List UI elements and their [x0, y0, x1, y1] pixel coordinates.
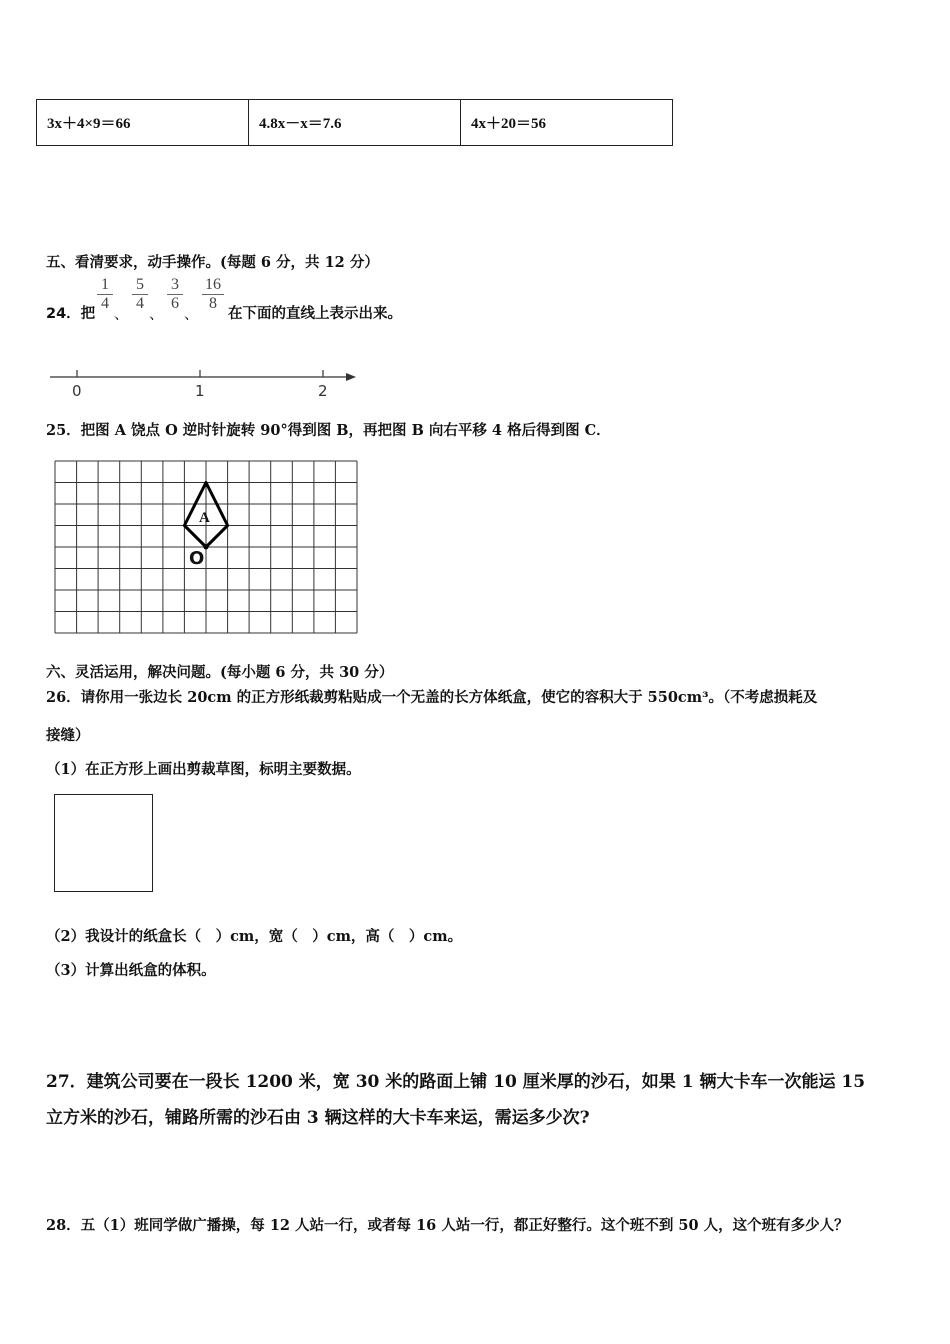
figure-a-label: A [199, 510, 210, 526]
q24-tail: 在下面的直线上表示出来。 [228, 305, 402, 322]
q26-line1: 26．请你用一张边长 20cm 的正方形纸裁剪粘贴成一个无盖的长方体纸盒，使它的容积大于 550cm³。（不考虑损耗及 [46, 689, 818, 706]
q25-text: 25．把图 A 饶点 O 逆时针旋转 90°得到图 B，再把图 B 向右平移 4 格后得到图 C． [46, 422, 611, 439]
tick-label: 0 [72, 382, 82, 400]
equation-cell: 4x＋20＝56 [461, 100, 673, 146]
fraction-numerator: 3 [171, 276, 179, 293]
fraction-separator: 、 [114, 307, 129, 323]
fraction-numerator: 16 [205, 276, 221, 293]
grid-figure [52, 458, 360, 638]
q26-line2: 接缝） [46, 727, 90, 744]
fraction-denominator: 4 [97, 294, 113, 313]
fraction-denominator: 6 [167, 294, 183, 313]
fraction-denominator: 8 [202, 294, 224, 313]
fraction-denominator: 4 [132, 294, 148, 313]
pivot-o-label: O [189, 548, 205, 569]
equation-cell: 3x＋4×9＝66 [37, 100, 249, 146]
q27-line1: 27．建筑公司要在一段长 1200 米，宽 30 米的路面上铺 10 厘米厚的沙石，如果 1 辆大卡车一次能运 15 [46, 1072, 866, 1092]
equation-cell: 4.8x－x＝7.6 [249, 100, 461, 146]
q26-sub3: （3）计算出纸盒的体积。 [46, 962, 216, 979]
fraction-separator: 、 [149, 307, 164, 323]
q24-number: 24．把 [46, 306, 96, 322]
tick-label: 2 [318, 382, 328, 400]
section5-title: 五、看清要求，动手操作。(每题 6 分，共 12 分） [46, 254, 379, 271]
number-line-arrow [346, 373, 356, 381]
fraction-5-4 [132, 276, 148, 313]
fraction-numerator: 1 [101, 276, 109, 293]
tick-label: 1 [195, 382, 205, 400]
fraction-1-4 [97, 276, 113, 313]
fraction-3-6 [167, 276, 183, 313]
q26-sub2: （2）我设计的纸盒长（ ）cm，宽（ ）cm，高（ ）cm。 [46, 928, 463, 945]
equation-row [37, 100, 673, 146]
equation-table [36, 99, 673, 146]
fraction-separator: 、 [184, 307, 199, 323]
q27-line2: 立方米的沙石，铺路所需的沙石由 3 辆这样的大卡车来运，需运多少次? [46, 1108, 590, 1128]
q26-sub1: （1）在正方形上画出剪裁草图，标明主要数据。 [46, 761, 361, 778]
fraction-16-8 [202, 276, 224, 313]
fraction-numerator: 5 [136, 276, 144, 293]
square-paper [54, 794, 153, 892]
section6-title: 六、灵活运用，解决问题。(每小题 6 分，共 30 分） [46, 664, 394, 681]
q28-text: 28．五（1）班同学做广播操，每 12 人站一行，或者每 16 人站一行，都正好整行。这个班不到 50 人，这个班有多少人？ [46, 1217, 849, 1234]
